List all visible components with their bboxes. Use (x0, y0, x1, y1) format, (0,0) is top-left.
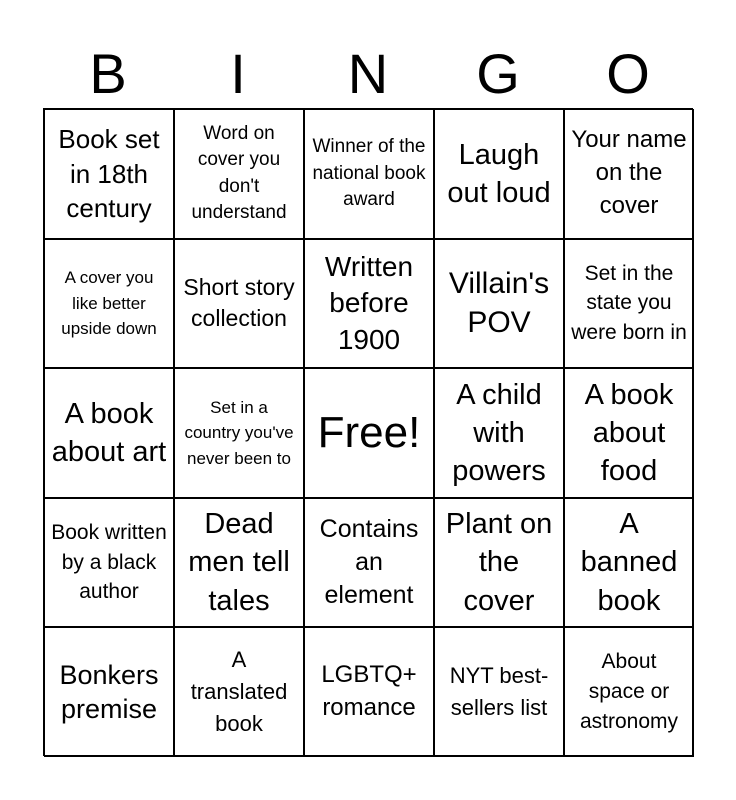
header-letter-g: G (476, 42, 520, 105)
bingo-cell[interactable]: Contains an element (304, 498, 434, 628)
header-letter-i: I (230, 42, 246, 105)
bingo-cell[interactable]: Laugh out loud (434, 109, 564, 239)
bingo-cell[interactable]: Bonkers premise (44, 627, 174, 757)
bingo-cell[interactable]: Book set in 18th century (44, 109, 174, 239)
header-letter-b: B (89, 42, 127, 105)
bingo-cell[interactable]: NYT best-sellers list (434, 627, 564, 757)
bingo-cell[interactable]: A book about art (44, 368, 174, 498)
bingo-cell[interactable]: Set in a country you've never been to (174, 368, 304, 498)
header-letter-o: O (606, 42, 650, 105)
bingo-cell[interactable]: A book about food (564, 368, 694, 498)
bingo-cell[interactable]: A banned book (564, 498, 694, 628)
free-space-cell[interactable]: Free! (304, 368, 434, 498)
bingo-cell[interactable]: Villain's POV (434, 239, 564, 369)
bingo-board (43, 108, 693, 756)
bingo-cell[interactable]: LGBTQ+ romance (304, 627, 434, 757)
bingo-cell[interactable]: About space or astronomy (564, 627, 694, 757)
bingo-cell[interactable]: Plant on the cover (434, 498, 564, 628)
bingo-cell[interactable]: Dead men tell tales (174, 498, 304, 628)
bingo-cell[interactable]: A translated book (174, 627, 304, 757)
bingo-cell[interactable]: Winner of the national book award (304, 109, 434, 239)
bingo-cell[interactable]: A cover you like better upside down (44, 239, 174, 369)
header-letter-n: N (347, 42, 389, 105)
bingo-cell[interactable]: Book written by a black author (44, 498, 174, 628)
bingo-cell[interactable]: A child with powers (434, 368, 564, 498)
bingo-cell[interactable]: Short story collection (174, 239, 304, 369)
bingo-header (43, 40, 693, 108)
bingo-cell[interactable]: Written before 1900 (304, 239, 434, 369)
bingo-cell[interactable]: Word on cover you don't understand (174, 109, 304, 239)
bingo-cell[interactable]: Your name on the cover (564, 109, 694, 239)
bingo-cell[interactable]: Set in the state you were born in (564, 239, 694, 369)
